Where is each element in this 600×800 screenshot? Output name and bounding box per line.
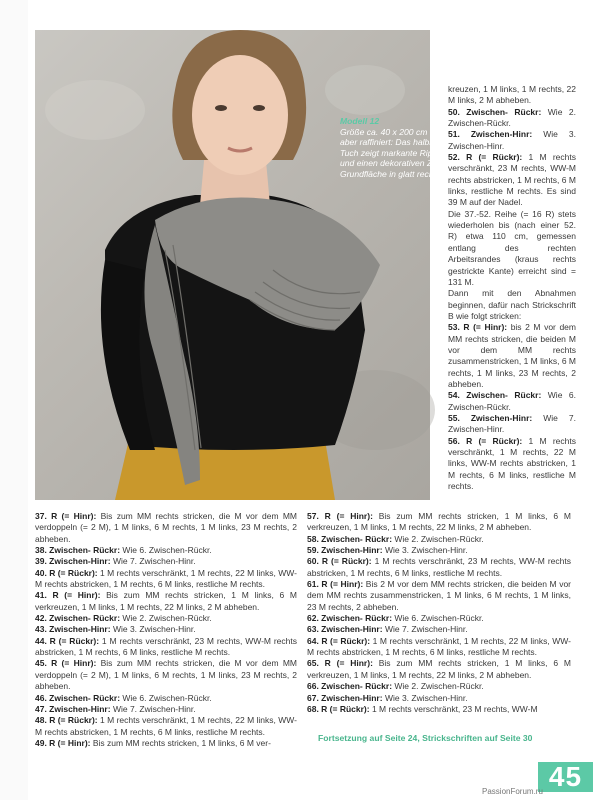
instruction-line: 45. R (= Hinr): Bis zum MM rechts stricken, die M vor dem MM verdoppeln (= 2 M), 1 M links, 6 M rechts, 1 M links, 23 M rechts, 2 abheben. bbox=[35, 658, 297, 692]
page-margin bbox=[0, 0, 28, 800]
instructions-column-a bbox=[35, 511, 297, 749]
instruction-line: 68. R (= Rückr): 1 M rechts verschränkt, 23 M rechts, WW-M bbox=[307, 703, 538, 714]
instruction-line: 66. Zwischen- Rückr: Wie 2. Zwischen-Rückr. bbox=[307, 681, 484, 692]
model-illustration bbox=[35, 30, 430, 500]
face bbox=[192, 55, 288, 175]
instruction-line: 50. Zwischen- Rückr: Wie 2. Zwischen-Rückr. bbox=[448, 106, 577, 129]
instructions-column-b bbox=[307, 511, 571, 715]
instructions-right-column bbox=[448, 84, 576, 492]
instruction-line: 64. R (= Rückr): 1 M rechts verschränkt, 1 M rechts, 22 M links, WW-M rechts abstricken, 1 M rechts, 6 M links, restliche M rechts. bbox=[307, 635, 571, 658]
instruction-line: 61. R (= Hinr): Bis 2 M vor dem MM rechts stricken, die beiden M vor dem MM rechts zusammenstricken, 1 M links, 6 M rechts, 1 M links, 23 M rechts, 2 abheben. bbox=[307, 579, 571, 612]
instruction-line: 38. Zwischen- Rückr: Wie 6. Zwischen-Rückr. bbox=[35, 545, 212, 556]
instruction-line: 60. R (= Rückr): 1 M rechts verschränkt, 23 M rechts, WW-M rechts abstricken, 1 M rechts, 6 M links, restliche M rechts. bbox=[307, 556, 572, 578]
instruction-line: 57. R (= Hinr): Bis zum MM rechts stricken, 1 M links, 6 M verkreuzen, 1 M links, 1 M rechts, 22 M links, 2 M abheben. bbox=[307, 511, 571, 533]
instruction-line: 47. Zwischen-Hinr: Wie 7. Zwischen-Hinr. bbox=[35, 703, 196, 714]
instruction-line: 65. R (= Hinr): Bis zum MM rechts stricken, 1 M links, 6 M verkreuzen, 1 M links, 1 M rechts, 22 M links, 2 M abheben. bbox=[307, 658, 571, 680]
instruction-line: 37. R (= Hinr): Bis zum MM rechts stricken, die M vor dem MM verdoppeln (= 2 M), 1 M links, 6 M rechts, 1 M links, 23 M rechts, 2 abheben. bbox=[35, 511, 297, 544]
instruction-line: 42. Zwischen- Rückr: Wie 2. Zwischen-Rückr. bbox=[35, 613, 212, 624]
instruction-line: Dann mit den Abnahmen beginnen, dafür nach Strickschrift B wie folgt stricken: bbox=[448, 288, 576, 321]
site-watermark: PassionForum.ru bbox=[482, 787, 543, 796]
instruction-line: 56. R (= Rückr): 1 M rechts verschränkt, 1 M rechts, 22 M links, WW-M rechts abstricken, 1 M rechts, 6 M links, restliche M rechts. bbox=[448, 435, 577, 492]
instruction-line: 40. R (= Rückr): 1 M rechts verschränkt, 1 M rechts, 22 M links, WW-M rechts abstricken, 1 M rechts, 6 M links, restliche M rechts. bbox=[35, 567, 297, 590]
caption-model: Modell 12 bbox=[340, 116, 380, 126]
instruction-line: 63. Zwischen-Hinr: Wie 7. Zwischen-Hinr. bbox=[307, 624, 468, 635]
instruction-line: 54. Zwischen- Rückr: Wie 6. Zwischen-Rückr. bbox=[448, 390, 577, 412]
instruction-line: 62. Zwischen- Rückr: Wie 6. Zwischen-Rückr. bbox=[307, 613, 484, 624]
instruction-line: 67. Zwischen-Hinr: Wie 3. Zwischen-Hinr. bbox=[307, 692, 468, 703]
model-photo bbox=[35, 30, 460, 500]
caption-text: Größe ca. 40 x 200 cm Schlicht aber raffiniert: Das halbrunde Tuch zeigt markante Rippen und einen dekorativen Zopf zur Grundfläche in glatt rechts. bbox=[340, 126, 460, 179]
instruction-line: 55. Zwischen-Hinr: Wie 7. Zwischen-Hinr. bbox=[448, 412, 576, 435]
instruction-line: 48. R (= Rückr): 1 M rechts verschränkt, 1 M rechts, 22 M links, WW-M rechts abstricken, 1 M rechts, 6 M links, restliche M rechts. bbox=[35, 715, 297, 737]
instruction-line: 49. R (= Hinr): Bis zum MM rechts stricken, 1 M links, 6 M ver- bbox=[35, 737, 271, 748]
instruction-line: 41. R (= Hinr): Bis zum MM rechts stricken, 1 M links, 6 M verkreuzen, 1 M links, 1 M rechts, 22 M links, 2 M abheben. bbox=[35, 590, 297, 612]
continuation-note: Fortsetzung auf Seite 24, Strickschriften auf Seite 30 bbox=[318, 733, 533, 743]
instruction-line: kreuzen, 1 M links, 1 M rechts, 22 M links, 2 M abheben. bbox=[448, 84, 576, 106]
instruction-line: 58. Zwischen- Rückr: Wie 2. Zwischen-Rückr. bbox=[307, 533, 484, 544]
photo-caption bbox=[340, 116, 460, 180]
instruction-line: 44. R (= Rückr): 1 M rechts verschränkt, 23 M rechts, WW-M rechts abstricken, 1 M rechts, 6 M links, restliche M rechts. bbox=[35, 635, 298, 658]
instruction-line: 46. Zwischen- Rückr: Wie 6. Zwischen-Rückr. bbox=[35, 692, 212, 703]
instruction-line: 43. Zwischen-Hinr: Wie 3. Zwischen-Hinr. bbox=[35, 624, 196, 635]
instruction-line: 59. Zwischen-Hinr: Wie 3. Zwischen-Hinr. bbox=[307, 545, 468, 556]
instruction-line: 39. Zwischen-Hinr: Wie 7. Zwischen-Hinr. bbox=[35, 556, 196, 567]
instruction-line: 52. R (= Rückr): 1 M rechts verschränkt, 23 M rechts, WW-M rechts abstricken, 1 M rechts, 6 M links, restliche M rechts. Es sind 39 M auf der Nadel. bbox=[448, 152, 577, 208]
page-number: 45 bbox=[538, 762, 593, 792]
instruction-line: 51. Zwischen-Hinr: Wie 3. Zwischen-Hinr. bbox=[448, 129, 576, 151]
instruction-line: Die 37.-52. Reihe (= 16 R) stets wiederholen bis (nach einer 52. R) etwa 110 cm, gemessen entlang des rechten Arbeitsrandes (kraus rechts gestrickte Kante) erreicht sind = 131 M. bbox=[448, 208, 576, 287]
instruction-line: 53. R (= Hinr): bis 2 M vor dem MM rechts stricken, die beiden M vor dem MM rechts zusammenstricken, 1 M links, 6 M rechts, 1 M links, 23 M rechts, 2 abheben. bbox=[448, 322, 577, 389]
